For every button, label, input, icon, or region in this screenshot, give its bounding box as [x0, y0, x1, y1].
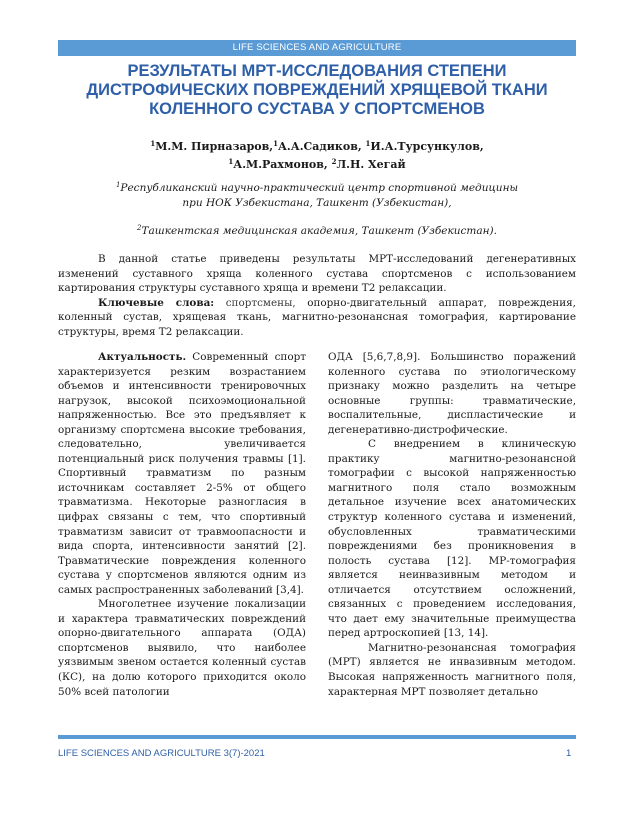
title-line: РЕЗУЛЬТАТЫ МРТ-ИССЛЕДОВАНИЯ СТЕПЕНИ	[127, 62, 507, 80]
article-title	[58, 62, 576, 119]
author-list	[58, 136, 576, 172]
author-name: М.М. Пирназаров,	[155, 140, 274, 153]
paragraph	[58, 350, 306, 597]
body-column-right	[328, 350, 576, 699]
author-name: А.А.Садиков,	[277, 140, 366, 153]
affil-line: Республиканский научно-практический центр спортивной медицины	[120, 182, 519, 194]
keywords	[58, 296, 576, 340]
title-line: ДИСТРОФИЧЕСКИХ ПОВРЕЖДЕНИЙ ХРЯЩЕВОЙ ТКАНИ	[86, 81, 548, 99]
affiliation-1	[58, 178, 576, 210]
author-name: А.М.Рахмонов,	[233, 158, 332, 171]
author-affil-mark: 1	[273, 139, 278, 148]
author-name: Л.Н. Хегай	[336, 158, 406, 171]
footer-journal: LIFE SCIENCES AND AGRICULTURE 3(7)-2021	[58, 748, 265, 759]
journal-header-text: LIFE SCIENCES AND AGRICULTURE	[232, 42, 402, 53]
abstract	[58, 252, 576, 340]
paragraph-text: Современный спорт характеризуется резким возрастанием объемов и интенсивности тренировочных нагрузок, высокой психоэмоциональной напряженностью. Все это предъявляет к организму спортсмена высокие требования, следовательно, увеличивается потенциальный риск получения травмы [1]. Спортивный травматизм по разным источникам составляет 2-5% от общего травматизма. Некоторые разногласия в цифрах связаны с тем, что спортивный травматизм зависит от травмоопасности и вида спорта, интенсивности занятий [2]. Травматические повреждения коленного сустава у спортсменов являются одним из самых распространенных заболеваний [3,4].	[58, 351, 306, 596]
body-column-left	[58, 350, 306, 699]
affil-mark: 2	[137, 224, 142, 232]
section-heading-relevance: Актуальность.	[98, 351, 187, 363]
footer-rule	[58, 735, 576, 739]
affil-line: Ташкентская медицинская академия, Ташкент (Узбекистан).	[141, 225, 497, 237]
author-affil-mark: 1	[365, 139, 371, 148]
paragraph: ОДА [5,6,7,8,9]. Большинство поражений коленного сустава по этиологическому признаку можно разделить на четыре основные группы: травматические, воспалительные, диспластические и дегенеративно-дистрофические.	[328, 351, 576, 436]
page-number: 1	[566, 748, 572, 759]
keywords-text: опорно-двигательный аппарат, повреждения, коленный сустав, хрящевая ткань, магнитно-резонансная томография, картирование структуры, время Т2 релаксации.	[58, 296, 576, 338]
author-affil-mark: 1	[228, 157, 234, 166]
paragraph: С внедрением в клиническую практику магнитно-резонансной томографии с высокой напряженностью магнитного поля стало возможным детальное изучение всех анатомических структур коленного сустава и изменений, обусловленных травматическими повреждениями без проникновения в полость сустава [12]. МР-томография является неинвазивным методом и отличается отсутствием осложнений, связанных с проведением исследования, что дает ему значительные преимущества перед артроскопией [13, 14].	[328, 438, 576, 640]
author-line-2	[58, 154, 576, 172]
paragraph: Многолетнее изучение локализации и характера травматических повреждений опорно-двигательного аппарата (ОДА) спортсменов выявило, что наиболее уязвимым звеном остается коленный сустав (КС), на долю которого приходится около 50% всей патологии	[58, 598, 306, 698]
paragraph: Магнитно-резонансная томография (МРТ) является не инвазивным методом. Высокая напряженность магнитного поля, характерная МРТ позволяет детально	[328, 641, 576, 698]
author-affil-mark: 1	[150, 139, 156, 148]
author-name: И.А.Турсункулов,	[370, 140, 484, 153]
affil-mark: 1	[115, 181, 121, 189]
keywords-lead: спортсмены,	[214, 296, 296, 309]
affil-line: при НОК Узбекистана, Ташкент (Узбекистан),	[182, 196, 452, 209]
author-affil-mark: 2	[331, 157, 337, 166]
keywords-label: Ключевые слова:	[98, 296, 215, 309]
abstract-text: В данной статье приведены результаты МРТ-исследований дегенеративных изменений суставного хряща коленного сустава спортсменов с использованием картирования структуры суставного хряща и времени Т2 релаксации.	[58, 253, 576, 295]
journal-header-band	[58, 40, 576, 56]
author-line-1	[58, 136, 576, 154]
title-line: КОЛЕННОГО СУСТАВА У СПОРТСМЕНОВ	[149, 100, 485, 118]
affiliation-2	[58, 221, 576, 239]
